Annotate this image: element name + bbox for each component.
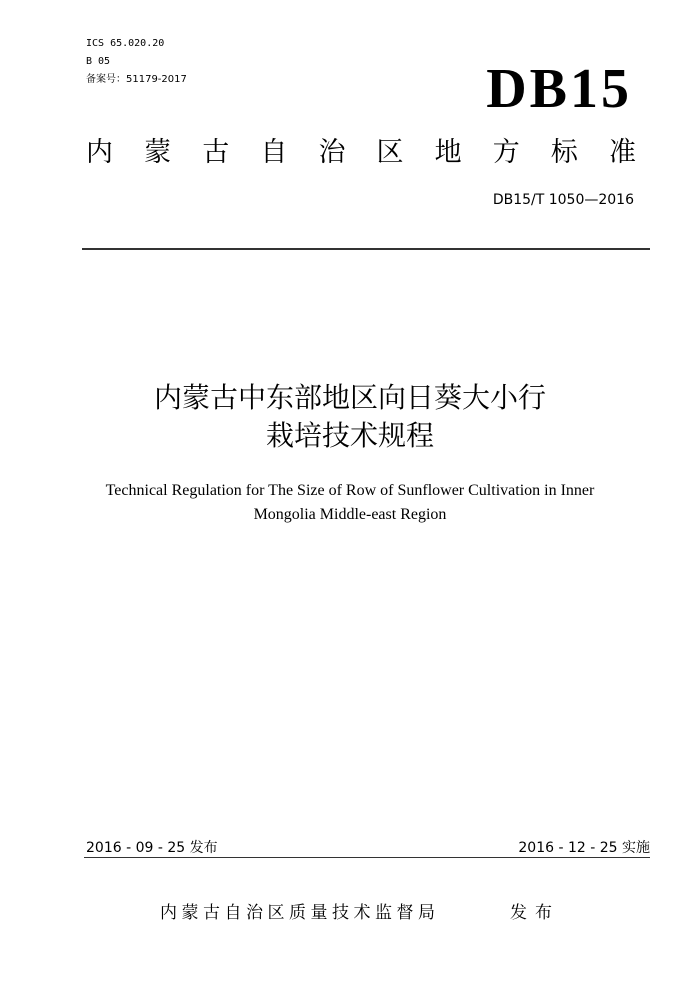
standard-type-char: 准 bbox=[608, 137, 636, 168]
ics-code: ICS 65.020.20 bbox=[86, 38, 165, 49]
standard-type-char: 自 bbox=[260, 137, 288, 168]
header-divider bbox=[82, 248, 650, 250]
filing-number: 备案号：51179-2017 bbox=[86, 74, 187, 85]
footer-divider bbox=[84, 857, 650, 858]
standard-code: DB15 bbox=[486, 58, 632, 120]
issued-label: 发布 bbox=[510, 903, 560, 923]
standard-type-char: 方 bbox=[492, 137, 520, 168]
issue-date: 2016 - 09 - 25 发布 bbox=[86, 840, 218, 856]
standard-type-char: 蒙 bbox=[144, 137, 172, 168]
classification-code: B 05 bbox=[86, 56, 111, 67]
implementation-date: 2016 - 12 - 25 实施 bbox=[518, 840, 650, 856]
title-zh-line1: 内蒙古中东部地区向日葵大小行 bbox=[153, 381, 546, 414]
standard-type bbox=[86, 136, 636, 170]
standard-type-char: 区 bbox=[376, 137, 404, 168]
title-zh-line2: 栽培技术规程 bbox=[265, 419, 434, 452]
title-en-line1: Technical Regulation for The Size of Row of Sunflower Cultivation in Inner bbox=[105, 482, 595, 499]
title-en-line2: Mongolia Middle-east Region bbox=[253, 506, 447, 523]
standard-number: DB15/T 1050—2016 bbox=[492, 192, 634, 208]
standard-type-char: 治 bbox=[318, 137, 346, 168]
standard-type-char: 古 bbox=[202, 137, 230, 168]
standard-type-char: 内 bbox=[86, 137, 113, 168]
standard-type-char: 地 bbox=[434, 137, 462, 168]
standard-type-char: 标 bbox=[550, 137, 578, 168]
issuing-authority: 内蒙古自治区质量技术监督局 bbox=[160, 903, 440, 923]
